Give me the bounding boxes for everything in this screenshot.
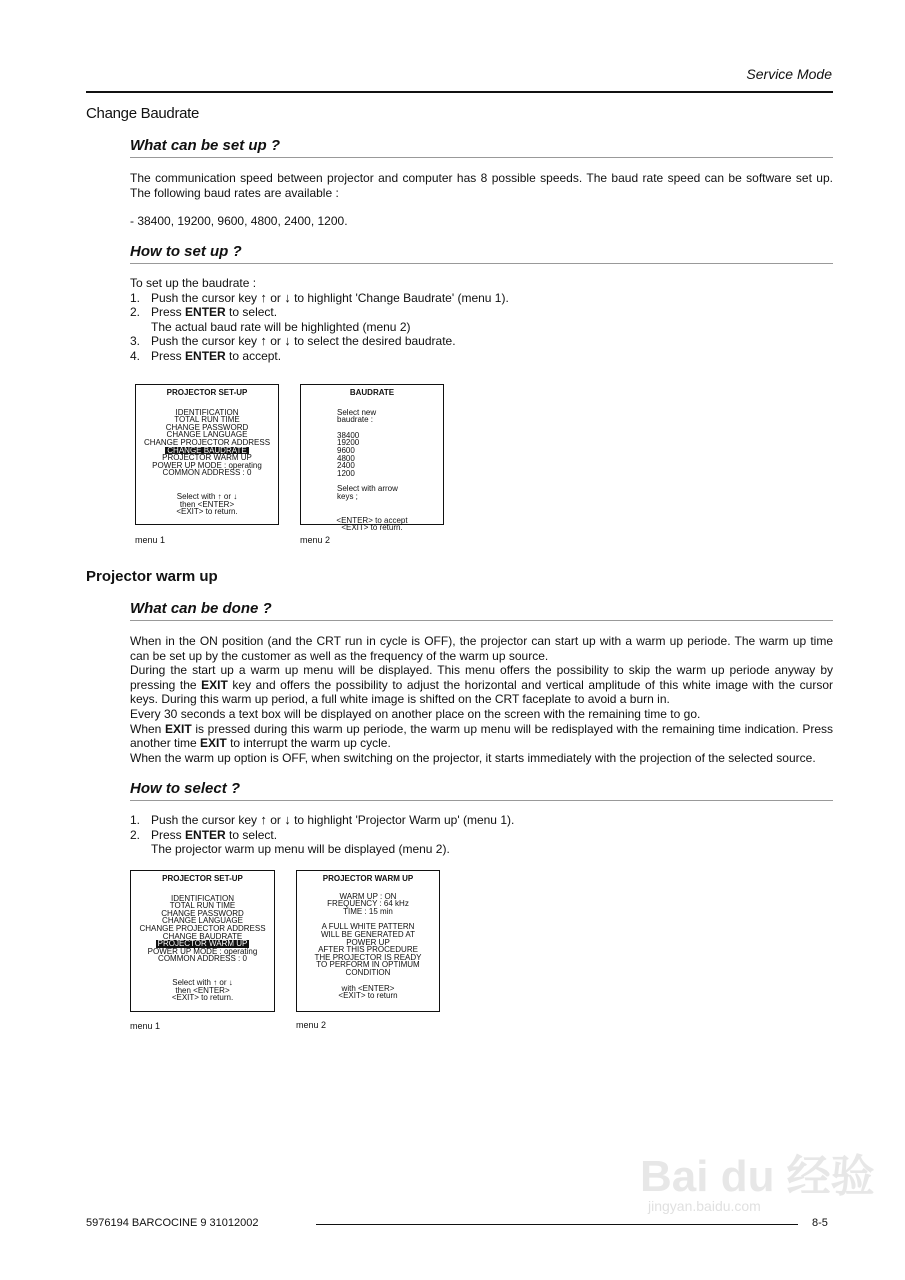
menu-footer-line: then <ENTER>	[179, 499, 235, 509]
menu-prompt: baudrate :	[337, 415, 374, 425]
page-number: 8-5	[812, 1217, 828, 1229]
watermark-url: jingyan.baidu.com	[648, 1198, 761, 1214]
warm-up-paragraph: During the start up a warm up menu will be displayed. This menu offers the possibility to skip the warm up periode anyway by pressing the EXIT key and offers the possibility to adjust the horizontal and vertical amplitude of this white image with the cursor keys. During this warm up period, a full white image is shifted on the CRT faceplate to avoid a burn in.	[130, 663, 834, 707]
warmup-info: AFTER THIS PROCEDURE	[318, 945, 418, 955]
menu-item: CHANGE BAUDRATE	[162, 931, 243, 941]
what-can-be-done-heading: What can be done ?	[130, 600, 272, 617]
menu-title: PROJECTOR SET-UP	[166, 388, 248, 397]
menu2-caption: menu 2	[296, 1020, 327, 1030]
menu-footer-line: with <ENTER>	[341, 983, 395, 993]
arrow-down-icon: ↓	[284, 812, 291, 827]
menu-footer-line: <EXIT> to return	[338, 991, 398, 1001]
step-4: 4. Press ENTER to accept.	[130, 348, 282, 363]
menu-footer-line: <EXIT> to return.	[176, 507, 238, 517]
warmup-info: A FULL WHITE PATTERN	[321, 922, 415, 932]
menu2-projector-warm-up	[296, 870, 440, 1012]
menu-item: POWER UP MODE : operating	[147, 946, 258, 956]
menu-footer-line: <EXIT> to return.	[341, 523, 403, 533]
warmup-setting: FREQUENCY : 64 kHz	[327, 899, 409, 909]
arrow-up-icon: ↑	[260, 289, 267, 305]
menu2-baudrate	[300, 384, 444, 533]
projector-warm-up-title: Projector warm up	[86, 568, 218, 585]
menu-item: TOTAL RUN TIME	[174, 415, 240, 425]
menu1-projector-setup-warmup	[130, 870, 275, 1012]
menu-item: CHANGE LANGUAGE	[166, 430, 248, 440]
subheading-rule	[130, 800, 833, 801]
steps-intro: To set up the baudrate :	[130, 276, 257, 290]
warm-up-description	[130, 634, 833, 765]
step-1: 1. Push the cursor key ↑ or ↓ to highlight 'Projector Warm up' (menu 1).	[130, 812, 515, 827]
baudrate-steps	[130, 276, 833, 364]
baudrate-description	[130, 171, 833, 200]
baudrate-description-text: The communication speed between projector and computer has 8 possible speeds. The baud rate speed can be software set up. The following baud rates are available :	[130, 171, 833, 200]
warmup-info: THE PROJECTOR IS READY	[314, 952, 422, 962]
menu1-caption: menu 1	[130, 1021, 161, 1031]
change-baudrate-title: Change Baudrate	[86, 105, 200, 122]
step-2-note: The actual baud rate will be highlighted (menu 2)	[151, 319, 411, 334]
menu1-projector-setup	[135, 384, 279, 525]
menu-item: IDENTIFICATION	[175, 407, 239, 417]
what-can-be-set-up-heading: What can be set up ?	[130, 137, 281, 154]
warmup-info: WILL BE GENERATED AT	[320, 929, 416, 939]
how-to-select-heading: How to select ?	[130, 780, 241, 797]
arrow-down-icon: ↓	[233, 491, 238, 501]
arrow-up-icon: ↑	[260, 812, 267, 827]
arrow-down-icon: ↓	[284, 333, 291, 349]
menu-item: CHANGE PASSWORD	[161, 908, 244, 918]
baudrate-row: 24001200	[337, 461, 355, 478]
section-header: Service Mode	[746, 66, 832, 82]
menu-item: COMMON ADDRESS : 0	[158, 954, 247, 964]
menu-title: PROJECTOR WARM UP	[322, 874, 414, 883]
menu-item: TOTAL RUN TIME	[169, 901, 236, 911]
warmup-info: CONDITION	[345, 967, 391, 977]
warm-up-paragraph: Every 30 seconds a text box will be displayed on another place on the screen with the remaining time to go.	[130, 706, 701, 721]
how-to-set-up-heading: How to set up ?	[130, 243, 242, 260]
menu-title: BAUDRATE	[349, 388, 395, 397]
menu-title: PROJECTOR SET-UP	[162, 874, 243, 883]
menu-footer: Select with ↑ or ↓	[176, 491, 238, 501]
baudrate-row: 3840019200	[337, 430, 360, 448]
arrow-down-icon: ↓	[284, 289, 291, 305]
menu-item: CHANGE PROJECTOR ADDRESS	[139, 923, 266, 933]
menu-item: POWER UP MODE : operating	[152, 460, 262, 470]
arrow-up-icon: ↑	[213, 977, 218, 987]
menu-prompt: Select new	[337, 407, 377, 417]
menu-footer: Select with ↑ or ↓	[172, 977, 233, 987]
watermark-logo: Bai du 经验	[640, 1152, 875, 1201]
menu-item: PROJECTOR WARM UP	[162, 453, 252, 463]
menu-footer-line: <ENTER> to accept	[336, 515, 408, 525]
menu-item: CHANGE LANGUAGE	[162, 916, 243, 926]
warmup-setting: TIME : 15 min	[343, 906, 393, 916]
menu-item: CHANGE PROJECTOR ADDRESS	[143, 437, 271, 447]
menu1-caption: menu 1	[135, 535, 166, 545]
warmup-setting: WARM UP : ON	[339, 891, 397, 901]
warm-up-paragraph: When in the ON position (and the CRT run in cycle is OFF), the projector can start up with a warm up periode. The warm up time can be set up by the customer as well as the frequency of the warm up source.	[130, 634, 833, 663]
step-2: 2. Press ENTER to select.	[130, 827, 278, 842]
menu-item: IDENTIFICATION	[171, 893, 234, 903]
footer-rule	[316, 1224, 798, 1225]
menu-item-highlighted: PROJECTOR WARM UP	[157, 939, 248, 949]
step-2: 2. Press ENTER to select.	[130, 305, 278, 320]
document-id: 5976194 BARCOCINE 9 31012002	[86, 1217, 259, 1229]
baudrate-list: - 38400, 19200, 9600, 4800, 2400, 1200.	[130, 214, 348, 228]
menu-hint: keys ;	[337, 491, 358, 501]
warm-up-paragraph: When EXIT is pressed during this warm up periode, the warm up menu will be redisplayed with the remaining time indication. Press another time EXIT to interrupt the warm up cycle.	[130, 721, 833, 751]
menu-footer-line: then <ENTER>	[175, 985, 230, 995]
subheading-rule	[130, 157, 833, 158]
arrow-up-icon: ↑	[260, 333, 267, 349]
step-2-note: The projector warm up menu will be displayed (menu 2).	[151, 842, 450, 857]
warmup-info: POWER UP	[346, 937, 390, 947]
menu-item: COMMON ADDRESS : 0	[162, 468, 252, 478]
menu2-caption: menu 2	[300, 535, 331, 545]
menu-hint: Select with arrow	[337, 484, 398, 494]
arrow-down-icon: ↓	[228, 977, 233, 987]
menu-item-highlighted: CHANGE BAUDRATE	[167, 445, 247, 455]
step-3: 3. Push the cursor key ↑ or ↓ to select the desired baudrate.	[130, 333, 456, 349]
header-rule	[86, 91, 833, 93]
menu-item: CHANGE PASSWORD	[165, 422, 249, 432]
subheading-rule	[130, 263, 833, 264]
warm-up-steps	[130, 813, 833, 857]
warmup-info: TO PERFORM IN OPTIMUM	[316, 960, 420, 970]
menu-footer-line: <EXIT> to return.	[171, 993, 234, 1003]
subheading-rule	[130, 620, 833, 621]
baudrate-row: 96004800	[337, 445, 355, 463]
arrow-up-icon: ↑	[217, 491, 222, 501]
step-1: 1. Push the cursor key ↑ or ↓ to highlight 'Change Baudrate' (menu 1).	[130, 289, 509, 305]
warm-up-paragraph: When the warm up option is OFF, when switching on the projector, it starts immediately with the projection of the selected source.	[130, 750, 816, 765]
